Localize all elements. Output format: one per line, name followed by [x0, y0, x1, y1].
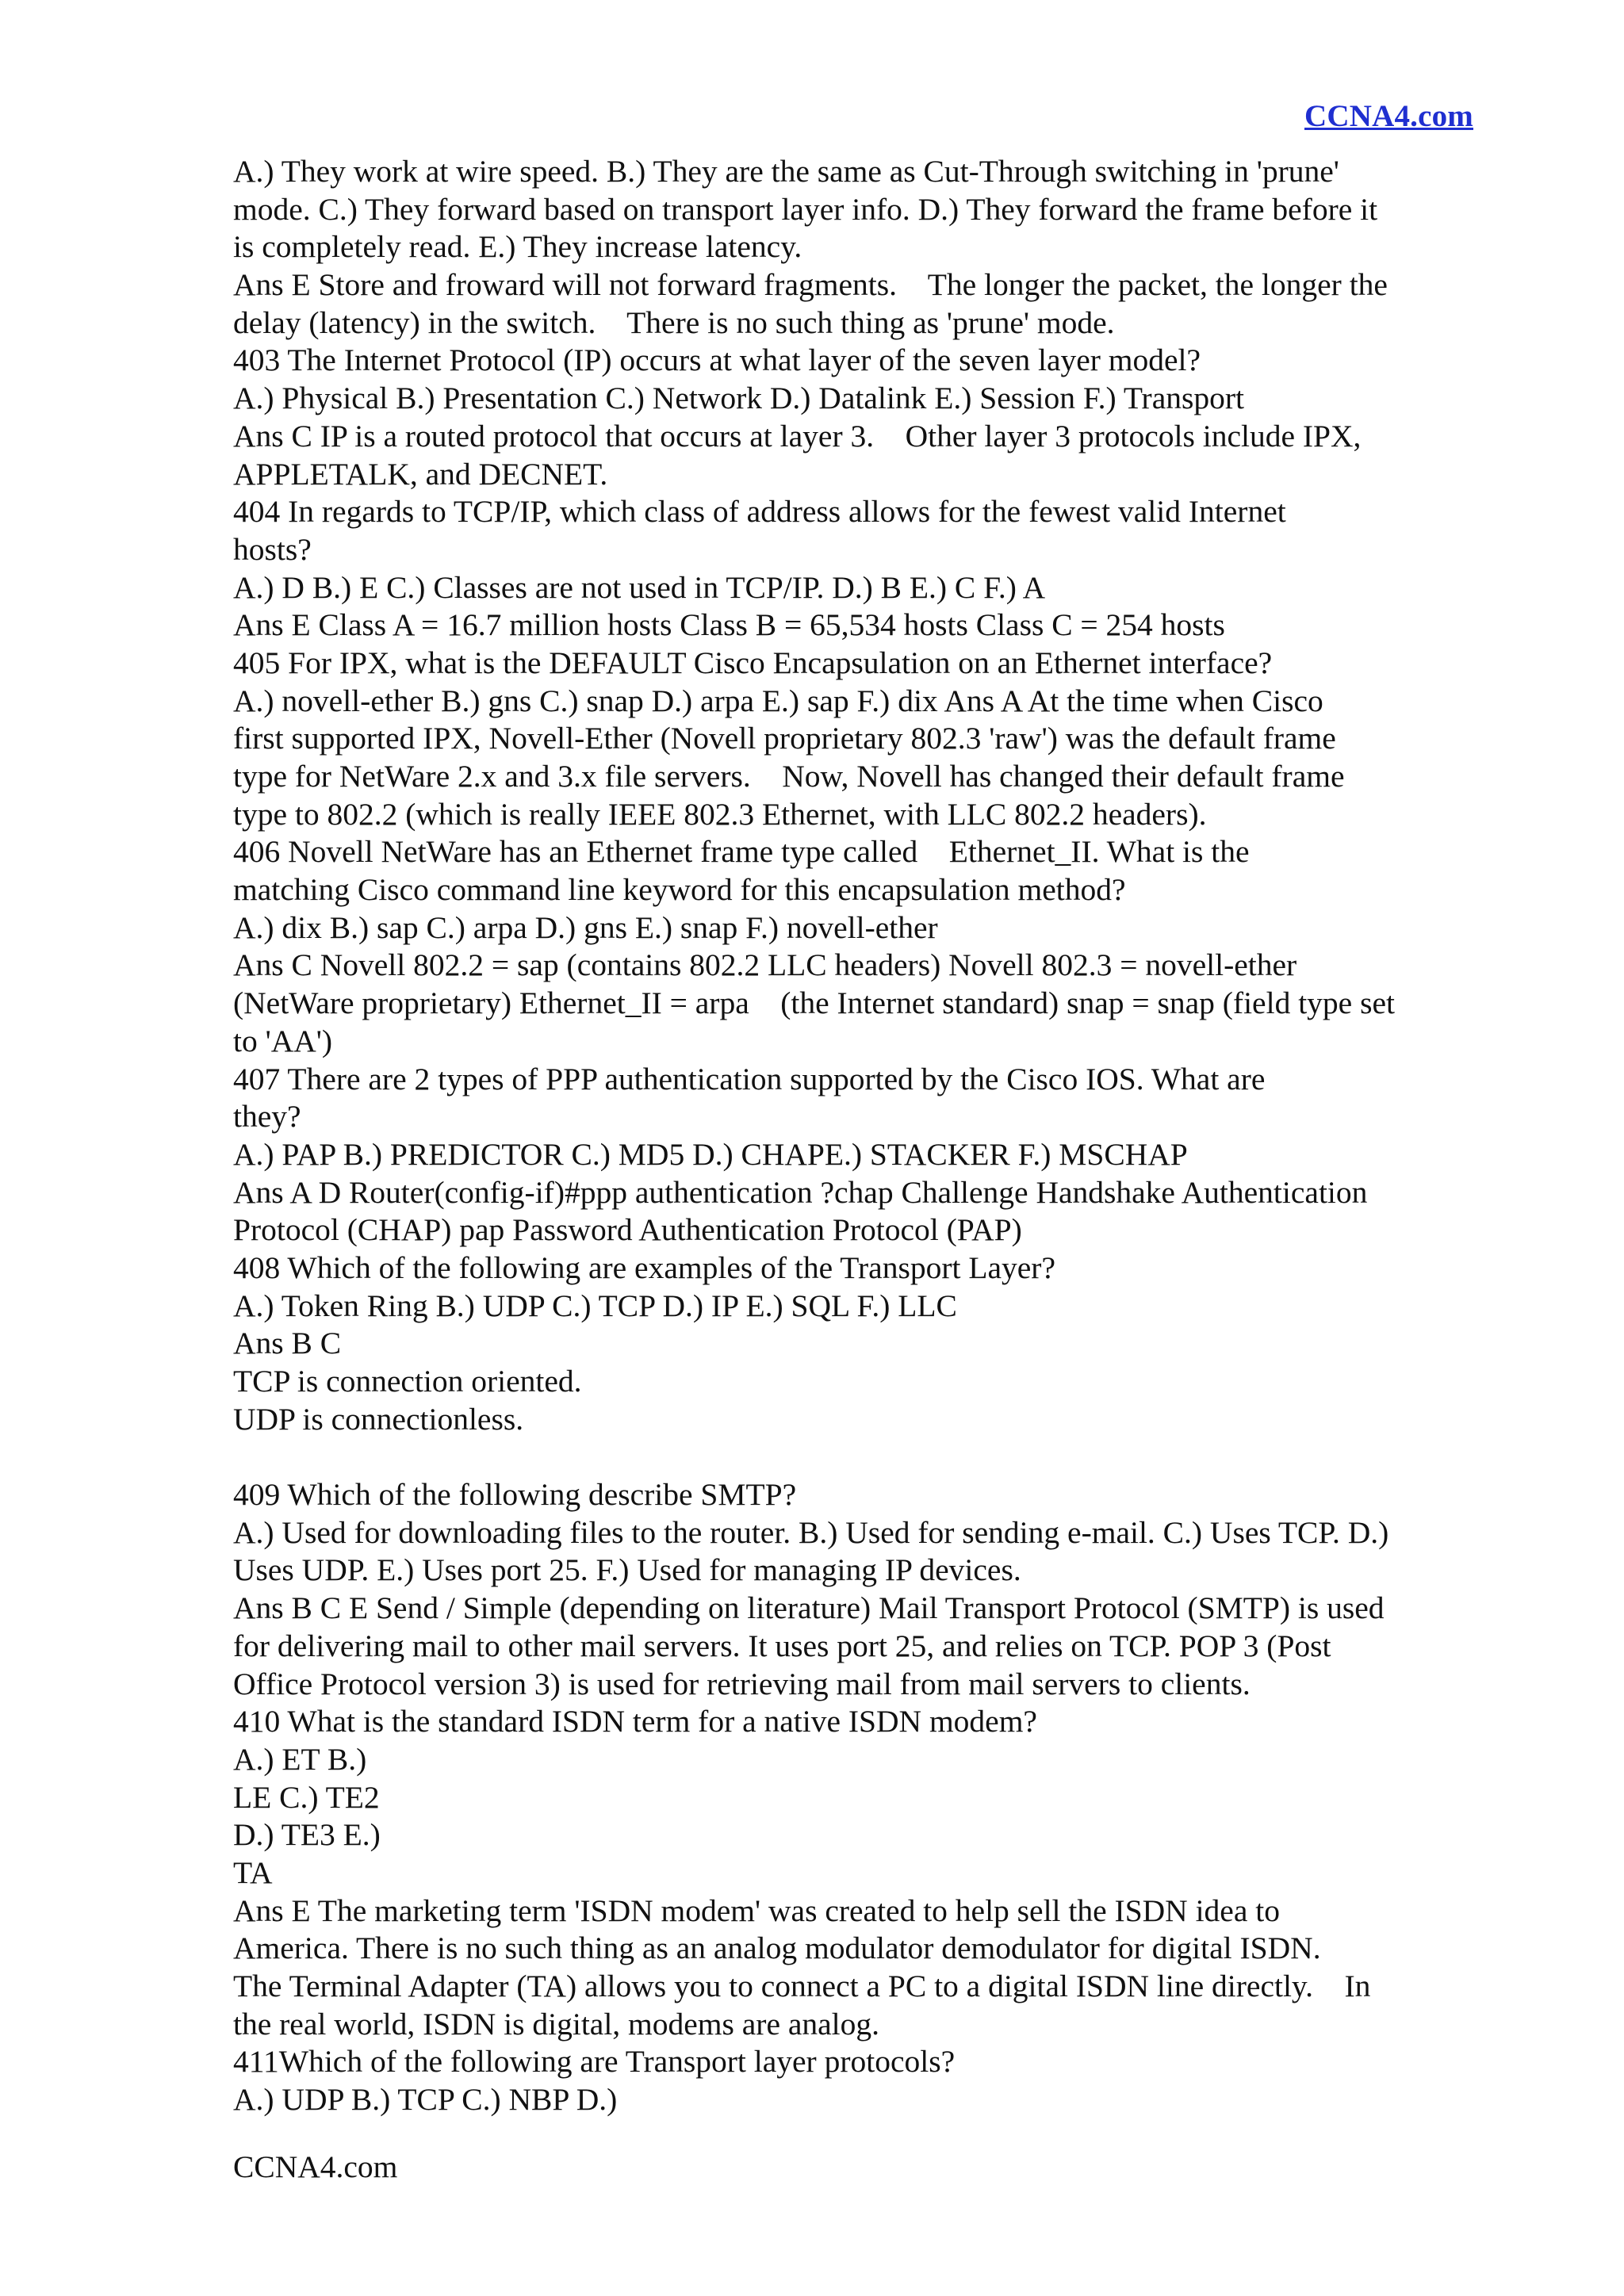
page-footer: CCNA4.com [233, 2149, 398, 2184]
text-line: (NetWare proprietary) Ethernet_II = arpa (the Internet standard) snap = snap (field type set [233, 985, 1395, 1021]
text-line: for delivering mail to other mail servers. It uses port 25, and relies on TCP. POP 3 (Post [233, 1628, 1331, 1663]
text-line: 404 In regards to TCP/IP, which class of address allows for the fewest valid Internet [233, 494, 1286, 530]
text-line: America. There is no such thing as an analog modulator demodulator for digital ISDN. [233, 1931, 1321, 1966]
text-line: delay (latency) in the switch. There is no such thing as 'prune' mode. [233, 304, 1115, 340]
text-line [233, 1438, 1502, 1476]
text-line: 406 Novell NetWare has an Ethernet frame type called Ethernet_II. What is the [233, 834, 1250, 870]
text-line: Ans B C [233, 1326, 342, 1361]
text-line: TA [233, 1854, 273, 1890]
text-line: A.) dix B.) sap C.) arpa D.) gns E.) snap F.) novell-ether [233, 909, 938, 945]
text-line: A.) PAP B.) PREDICTOR C.) MD5 D.) CHAPE.) STACKER F.) MSCHAP [233, 1136, 1188, 1172]
document-body [233, 153, 1502, 2119]
text-line: 410 What is the standard ISDN term for a native ISDN modem? [233, 1704, 1037, 1739]
text-line: The Terminal Adapter (TA) allows you to connect a PC to a digital ISDN line directly. In [233, 1969, 1371, 2003]
text-line: UDP is connectionless. [233, 1401, 524, 1437]
text-line: Ans E The marketing term 'ISDN modem' was created to help sell the ISDN idea to [233, 1892, 1280, 1928]
text-line: A.) UDP B.) TCP C.) NBP D.) [233, 2082, 618, 2118]
text-line: A.) They work at wire speed. B.) They are the same as Cut-Through switching in 'prune' [233, 154, 1339, 189]
text-line: matching Cisco command line keyword for this encapsulation method? [233, 872, 1126, 908]
text-line: 407 There are 2 types of PPP authentication supported by the Cisco IOS. What are [233, 1061, 1266, 1096]
text-line: APPLETALK, and DECNET. [233, 456, 608, 492]
text-line: Ans E Store and froward will not forward fragments. The longer the packet, the longer the [233, 267, 1388, 303]
text-line: A.) D B.) E C.) Classes are not used in TCP/IP. D.) B E.) C F.) A [233, 569, 1046, 605]
text-line: TCP is connection oriented. [233, 1364, 582, 1399]
text-line: mode. C.) They forward based on transport layer info. D.) They forward the frame before it [233, 191, 1378, 227]
text-line: A.) Physical B.) Presentation C.) Network D.) Datalink E.) Session F.) Transport [233, 381, 1244, 416]
text-line: Ans B C E Send / Simple (depending on literature) Mail Transport Protocol (SMTP) is used [233, 1590, 1385, 1626]
text-line: 409 Which of the following describe SMTP? [233, 1477, 797, 1513]
text-line: Ans C Novell 802.2 = sap (contains 802.2 LLC headers) Novell 802.3 = novell-ether [233, 947, 1297, 983]
text-line: 405 For IPX, what is the DEFAULT Cisco Encapsulation on an Ethernet interface? [233, 645, 1273, 680]
text-line: Ans A D Router(config-if)#ppp authentication ?chap Challenge Handshake Authentication [233, 1174, 1368, 1210]
text-line: Uses UDP. E.) Uses port 25. F.) Used for managing IP devices. [233, 1552, 1021, 1588]
text-line: type for NetWare 2.x and 3.x file servers. Now, Novell has changed their default frame [233, 759, 1345, 794]
text-line: first supported IPX, Novell-Ether (Novell proprietary 802.3 'raw') was the default frame [233, 721, 1336, 756]
text-line: 403 The Internet Protocol (IP) occurs at what layer of the seven layer model? [233, 342, 1201, 378]
text-line: the real world, ISDN is digital, modems are analog. [233, 2006, 880, 2042]
text-line: they? [233, 1099, 301, 1135]
text-line: 411Which of the following are Transport layer protocols? [233, 2044, 956, 2080]
site-header-link[interactable]: CCNA4.com [1304, 99, 1473, 133]
text-line: is completely read. E.) They increase latency. [233, 229, 802, 265]
text-line: Ans E Class A = 16.7 million hosts Class B = 65,534 hosts Class C = 254 hosts [233, 607, 1225, 643]
text-line: A.) Used for downloading files to the router. B.) Used for sending e-mail. C.) Uses TCP. D.) [233, 1514, 1389, 1550]
text-line: 408 Which of the following are examples of the Transport Layer? [233, 1249, 1055, 1285]
text-line: A.) Token Ring B.) UDP C.) TCP D.) IP E.) SQL F.) LLC [233, 1288, 957, 1323]
text-line: Ans C IP is a routed protocol that occurs at layer 3. Other layer 3 protocols include IPX, [233, 418, 1362, 453]
text-line: Office Protocol version 3) is used for retrieving mail from mail servers to clients. [233, 1666, 1251, 1701]
text-line: Protocol (CHAP) pap Password Authentication Protocol (PAP) [233, 1212, 1022, 1248]
text-line: A.) novell-ether B.) gns C.) snap D.) arpa E.) sap F.) dix Ans A At the time when Cisco [233, 683, 1323, 718]
text-line: hosts? [233, 531, 312, 567]
text-line: type to 802.2 (which is really IEEE 802.3 Ethernet, with LLC 802.2 headers). [233, 796, 1207, 832]
text-line: D.) TE3 E.) [233, 1817, 381, 1853]
text-line: LE C.) TE2 [233, 1779, 380, 1815]
text-line: A.) ET B.) [233, 1741, 367, 1777]
text-line: to 'AA') [233, 1023, 333, 1058]
